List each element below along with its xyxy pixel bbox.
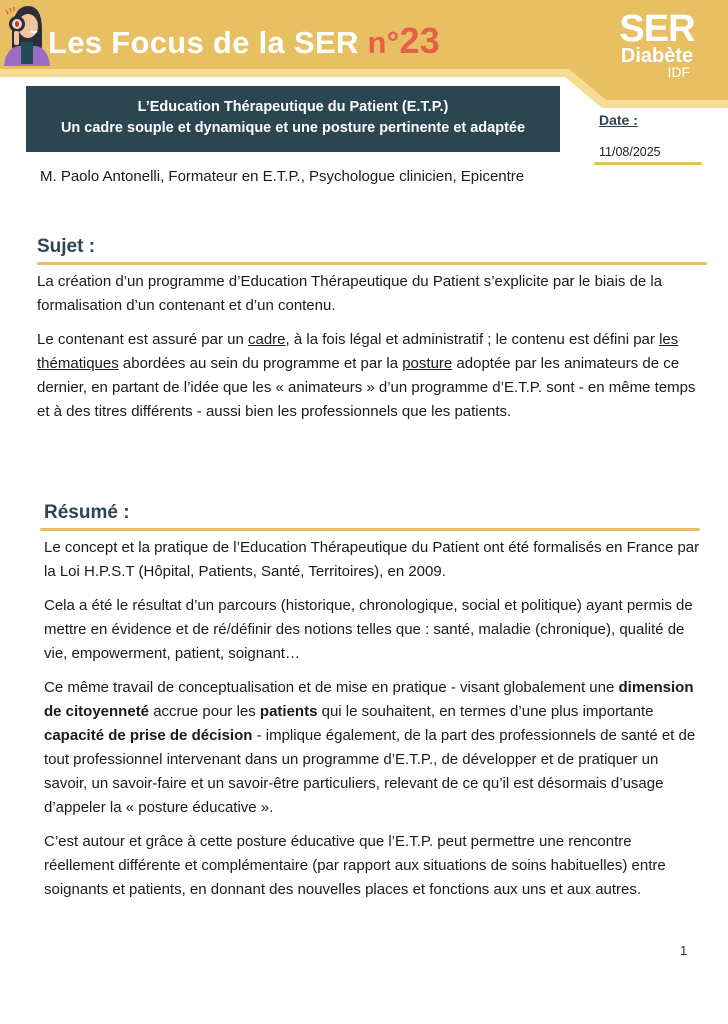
logo-idf: IDF: [667, 64, 690, 80]
page-number: 1: [680, 943, 688, 958]
date-underline: [594, 162, 702, 165]
logo-diabete: Diabète: [620, 45, 694, 67]
resume-paragraph-1: Le concept et la pratique de l’Education Thérapeutique du Patient ont été formalisés en France par la Loi H.P.S.T (Hôpital, Patients, Santé, Territoires), en 2009.: [44, 539, 700, 580]
bold-term-citoyennete: dimension de citoyenneté: [44, 679, 694, 720]
ser-diabete-logo: [612, 8, 702, 80]
text-span: Le contenant est assuré par un: [37, 331, 248, 348]
resume-heading: Résumé :: [44, 502, 130, 523]
woman-with-magnifier-icon: [0, 0, 52, 66]
date-value: 11/08/2025: [599, 145, 661, 159]
resume-paragraph-2: Cela a été le résultat d’un parcours (historique, chronologique, social et politique) ayant permis de mettre en évidence et de ré/définir des notions telles que : santé, maladie (chronique), qualité de vie, empowerment, patient, soignant…: [44, 597, 693, 662]
text-span: accrue pour les: [149, 703, 260, 720]
date-label: Date :: [599, 112, 638, 128]
issue-number: [367, 20, 441, 61]
underlined-term-cadre: cadre: [247, 331, 286, 348]
issue-prefix: n°: [367, 25, 400, 60]
underlined-term-thematiques: les thématiques: [37, 331, 679, 372]
article-title-line2: Un cadre souple et dynamique et une posture pertinente et adaptée: [60, 120, 526, 136]
resume-divider: [40, 528, 700, 531]
underlined-term-posture: posture: [402, 355, 453, 372]
text-span: adoptée par les animateurs de ce dernier, en partant de l’idée que les « animateurs » d’un programme d’E.T.P. sont - en même temps et à des titres différents - aussi bien les professionnels que les patients.: [37, 355, 696, 420]
publication-title-text: Les Focus de la SER: [48, 25, 368, 60]
bold-term-patients: patients: [259, 703, 318, 720]
sujet-paragraph-2: [37, 328, 697, 424]
publication-title: [48, 20, 440, 62]
sujet-paragraph-1: La création d’un programme d’Education Thérapeutique du Patient s’explicite par le biais de la formalisation d’un contenant et d’un contenu.: [37, 273, 663, 314]
sujet-divider: [37, 262, 707, 265]
text-span: - implique également, de la part des professionnels de santé et de tout professionnel intervenant dans un programme d’E.T.P., de développer et de pratiquer un savoir, un savoir-faire et un savoir-être particuliers, relevant de ce qu’il est désormais d’usage d’appeler la « posture éducative ».: [44, 727, 696, 816]
logo-ser: SER: [619, 8, 695, 50]
text-span: abordées au sein du programme et par la: [118, 355, 403, 372]
resume-paragraph-3: [44, 676, 704, 820]
author-line: M. Paolo Antonelli, Formateur en E.T.P., Psychologue clinicien, Epicentre: [40, 168, 525, 185]
text-span: qui le souhaitent, en termes d’une plus importante: [317, 703, 654, 720]
text-span: , à la fois légal et administratif ; le contenu est défini par: [285, 331, 660, 348]
text-span: Ce même travail de conceptualisation et de mise en pratique - visant globalement une: [44, 679, 619, 696]
article-title-box: [26, 86, 560, 152]
article-title-line1: L’Education Thérapeutique du Patient (E.T.P.): [137, 99, 449, 115]
bold-term-decision: capacité de prise de décision: [44, 727, 253, 744]
issue-number-value: 23: [399, 20, 441, 61]
resume-paragraph-4: C’est autour et grâce à cette posture éducative que l’E.T.P. peut permettre une rencontre réellement différente et complémentaire (par rapport aux situations de soins habituelles) entre soignants et patients, en donnant des nouvelles places et fonctions aux uns et aux autres.: [44, 833, 666, 898]
sujet-heading: Sujet :: [37, 236, 96, 257]
